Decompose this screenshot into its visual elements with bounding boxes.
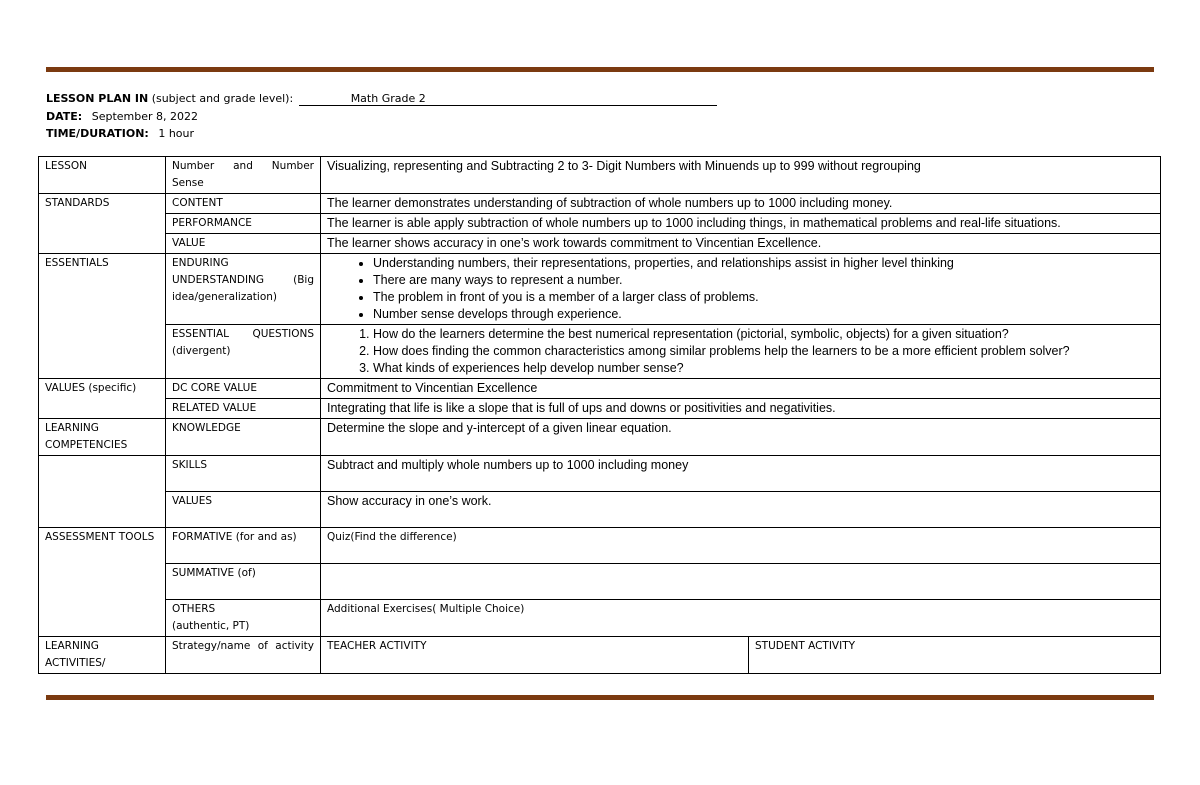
others-label: OTHERS <box>172 603 216 615</box>
bottom-rule <box>46 695 1154 700</box>
enduring-label: ENDURING UNDERSTANDING (Big idea/generalization) <box>166 254 321 325</box>
table-row <box>39 325 1161 379</box>
table-row <box>39 637 1161 674</box>
essentials-label: ESSENTIALS <box>39 254 166 379</box>
knowledge-value: Determine the slope and y-intercept of a given linear equation. <box>321 419 1161 456</box>
lesson-sub-label: Number and Number Sense <box>166 157 321 194</box>
time-row <box>46 125 717 143</box>
table-row <box>39 194 1161 214</box>
subject-line-row <box>46 90 717 108</box>
list-item: • The problem in front of you is a member of a larger class of problems. <box>373 289 1154 306</box>
lesson-label: LESSON <box>39 157 166 194</box>
table-row <box>39 564 1161 600</box>
time-value: 1 hour <box>158 127 195 140</box>
table-row <box>39 157 1161 194</box>
list-item: 1. How do the learners determine the best numerical representation (pictorial, symbolic, objects) for a given situation? <box>373 326 1154 343</box>
strategy-label: Strategy/name of activity <box>166 637 321 674</box>
student-activity-label: STUDENT ACTIVITY <box>749 637 1161 674</box>
date-label: DATE: <box>46 109 83 123</box>
summative-label: SUMMATIVE (of) <box>166 564 321 600</box>
questions-list <box>327 326 1154 377</box>
list-item: • There are many ways to represent a number. <box>373 272 1154 289</box>
date-value: September 8, 2022 <box>91 109 199 123</box>
knowledge-label: KNOWLEDGE <box>166 419 321 456</box>
lesson-value: Visualizing, representing and Subtracting 2 to 3- Digit Numbers with Minuends up to 999 without regrouping <box>321 157 1161 194</box>
date-row <box>46 108 717 126</box>
competency-values-label: VALUES <box>166 492 321 528</box>
values-label: VALUES (specific) <box>39 379 166 419</box>
others-value: Additional Exercises( Multiple Choice) <box>321 600 1161 637</box>
lesson-header <box>46 90 717 143</box>
value-value: The learner shows accuracy in one’s work towards commitment to Vincentian Excellence. <box>321 234 1161 254</box>
table-row <box>39 399 1161 419</box>
related-value-label: RELATED VALUE <box>166 399 321 419</box>
others-sub-label: (authentic, PT) <box>172 620 250 632</box>
lesson-plan-table <box>38 156 1161 674</box>
table-row <box>39 528 1161 564</box>
table-row <box>39 379 1161 399</box>
competency-values-value: Show accuracy in one’s work. <box>321 492 1161 528</box>
list-item: 2. How does finding the common characteristics among similar problems help the learners to be a more efficient problem solver? <box>373 343 1154 360</box>
table-row <box>39 419 1161 456</box>
table-row <box>39 600 1161 637</box>
performance-value: The learner is able apply subtraction of whole numbers up to 1000 including things, in mathematical problems and real-life situations. <box>321 214 1161 234</box>
others-label-cell <box>166 600 321 637</box>
assessment-label: ASSESSMENT TOOLS <box>39 528 166 637</box>
enduring-list <box>327 255 1154 323</box>
activities-label: LEARNING ACTIVITIES/ <box>39 637 166 674</box>
time-label: TIME/DURATION: <box>46 127 149 140</box>
content-value: The learner demonstrates understanding of subtraction of whole numbers up to 1000 including money. <box>321 194 1161 214</box>
skills-value: Subtract and multiply whole numbers up to 1000 including money <box>321 456 1161 492</box>
list-item: • Number sense develops through experience. <box>373 306 1154 323</box>
list-item: 3. What kinds of experiences help develop number sense? <box>373 360 1154 377</box>
teacher-activity-label: TEACHER ACTIVITY <box>321 637 749 674</box>
lesson-plan-label: LESSON PLAN IN <box>46 92 149 105</box>
lesson-plan-sub-label: (subject and grade level): <box>151 92 294 105</box>
skills-label: SKILLS <box>166 456 321 492</box>
core-value-label: DC CORE VALUE <box>166 379 321 399</box>
subject-value: Math Grade 2 <box>299 92 717 106</box>
formative-value: Quiz(Find the difference) <box>321 528 1161 564</box>
table-row <box>39 456 1161 492</box>
table-row <box>39 492 1161 528</box>
formative-label: FORMATIVE (for and as) <box>166 528 321 564</box>
performance-label: PERFORMANCE <box>166 214 321 234</box>
standards-label: STANDARDS <box>39 194 166 254</box>
table-row <box>39 214 1161 234</box>
table-row <box>39 234 1161 254</box>
table-row <box>39 254 1161 325</box>
competencies-blank <box>39 456 166 528</box>
summative-value <box>321 564 1161 600</box>
questions-list-cell <box>321 325 1161 379</box>
questions-label: ESSENTIAL QUESTIONS (divergent) <box>166 325 321 379</box>
content-label: CONTENT <box>166 194 321 214</box>
value-label: VALUE <box>166 234 321 254</box>
core-value-value: Commitment to Vincentian Excellence <box>321 379 1161 399</box>
top-rule <box>46 67 1154 72</box>
related-value-value: Integrating that life is like a slope that is full of ups and downs or positivities and negativities. <box>321 399 1161 419</box>
list-item: • Understanding numbers, their representations, properties, and relationships assist in higher level thinking <box>373 255 1154 272</box>
enduring-list-cell <box>321 254 1161 325</box>
competencies-label: LEARNING COMPETENCIES <box>39 419 166 456</box>
